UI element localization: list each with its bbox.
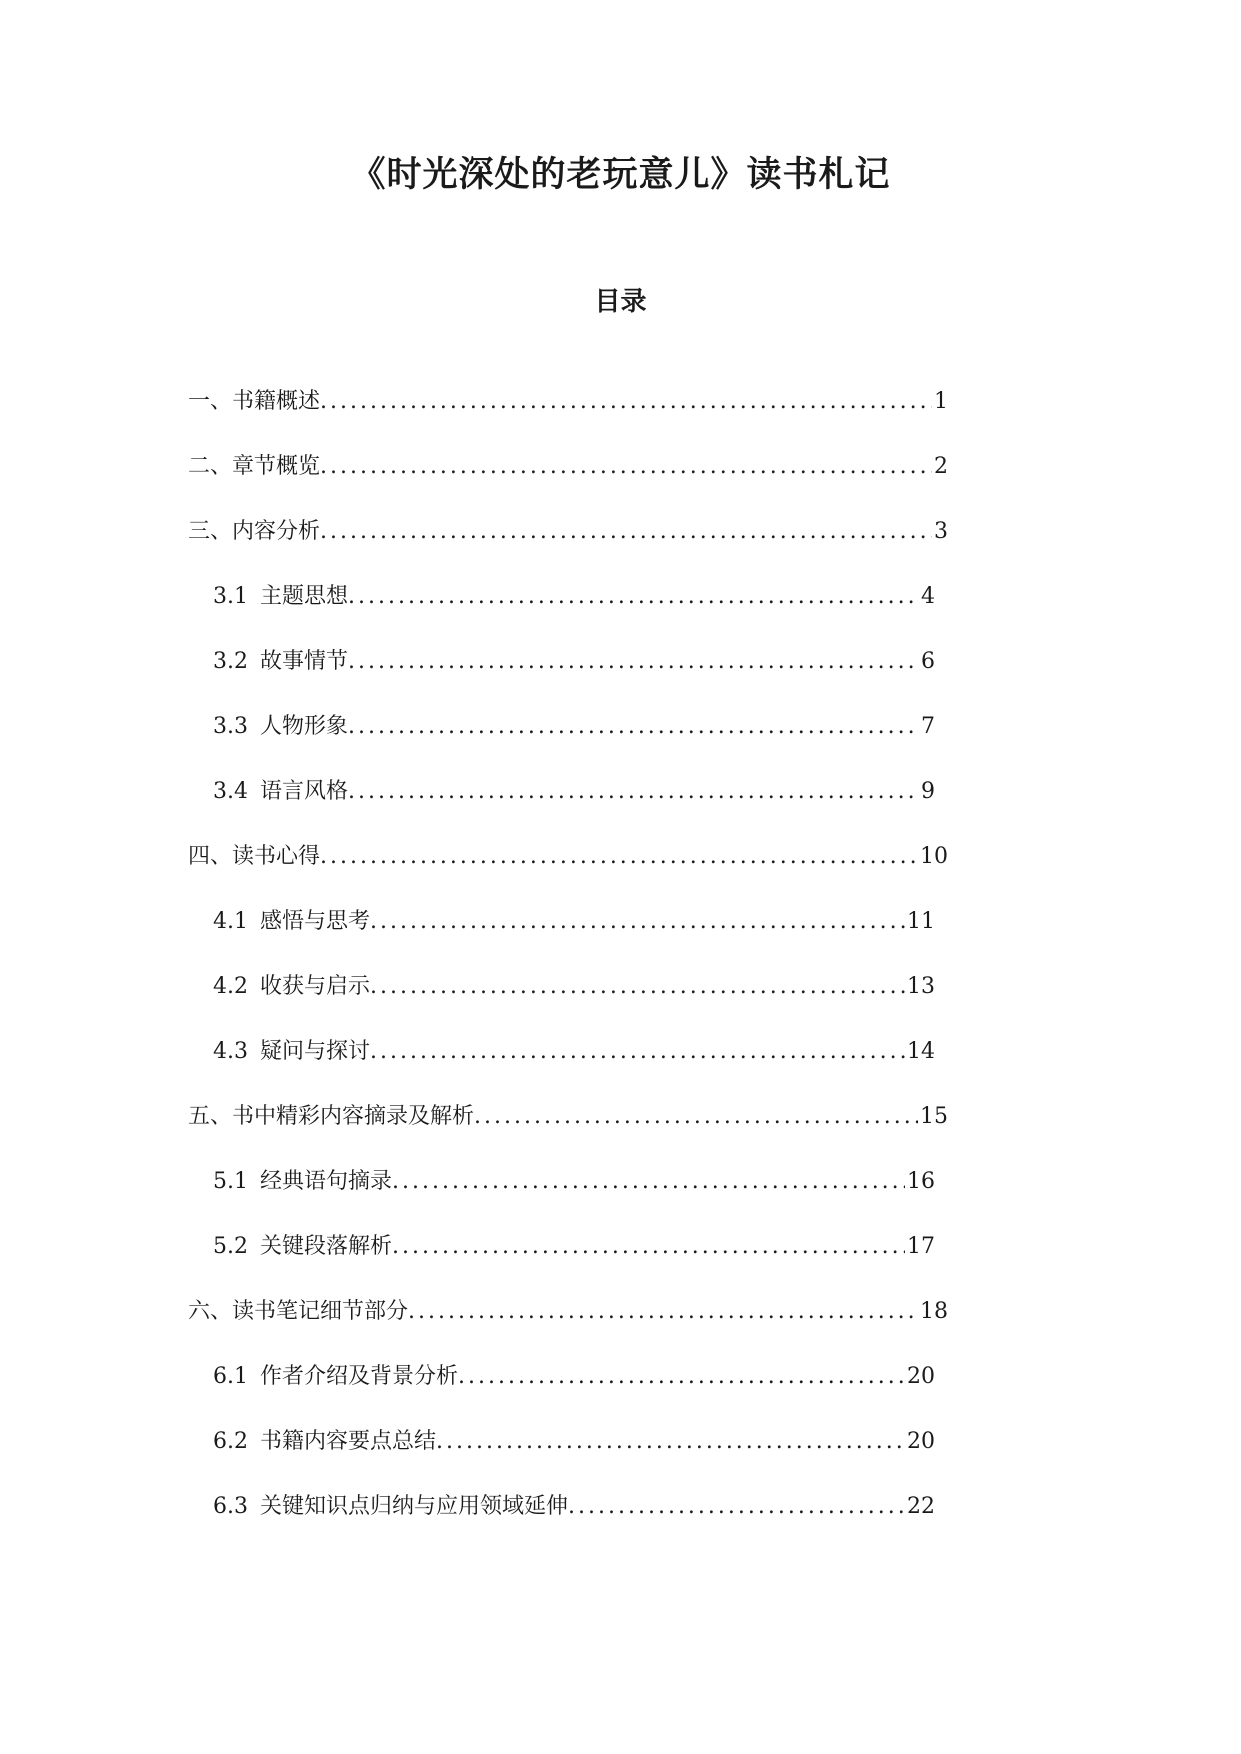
toc-entry-label: [213, 1164, 392, 1200]
toc-leader-dots: [392, 1229, 905, 1265]
toc-entry[interactable]: [188, 384, 948, 449]
toc-entry-label: [213, 1034, 370, 1070]
toc-entry[interactable]: [188, 1489, 948, 1554]
toc-entry-label: [213, 644, 348, 680]
toc-entry-title: 疑问与探讨: [260, 1039, 371, 1064]
toc-leader-dots: [348, 579, 919, 615]
toc-entry-page: 15: [920, 1104, 948, 1129]
toc-entry[interactable]: [188, 1229, 948, 1294]
document-title: 《时光深处的老玩意儿》读书札记: [350, 155, 891, 195]
toc-entry-label: [188, 384, 320, 420]
toc-entry-title: 人物形象: [260, 714, 349, 739]
toc-leader-dots: [474, 1099, 918, 1135]
toc-entry[interactable]: [188, 449, 948, 514]
toc-leader-dots: [392, 1164, 905, 1200]
toc-entry-number: 3.1: [213, 584, 248, 609]
toc-leader-dots: [320, 514, 932, 550]
toc-entry[interactable]: [188, 774, 948, 839]
toc-entry-title: 经典语句摘录: [260, 1169, 393, 1194]
toc-entry-label: [213, 774, 348, 810]
toc-entry-number: 4.3: [213, 1039, 248, 1064]
toc-entry-page: 22: [907, 1494, 935, 1519]
toc-entry[interactable]: [188, 709, 948, 774]
toc-entry-title: 书籍内容要点总结: [260, 1429, 437, 1454]
toc-entry-page: 10: [920, 844, 948, 869]
toc-entry-title: 一、书籍概述: [188, 389, 321, 414]
toc-entry-label: [213, 1359, 458, 1395]
toc-entry[interactable]: [188, 1099, 948, 1164]
toc-entry-page: 14: [907, 1039, 935, 1064]
toc-leader-dots: [320, 384, 932, 420]
toc-leader-dots: [370, 969, 905, 1005]
toc-entry-title: 五、书中精彩内容摘录及解析: [188, 1104, 475, 1129]
toc-entry-page: 20: [907, 1429, 935, 1454]
toc-entry-label: [213, 969, 370, 1005]
toc-entry-label: [213, 1424, 436, 1460]
toc-entry-label: [213, 904, 370, 940]
toc-entry-page: 18: [920, 1299, 948, 1324]
toc-entry-label: [188, 1099, 474, 1135]
toc-entry[interactable]: [188, 1034, 948, 1099]
toc-entry-page: 11: [907, 909, 935, 934]
toc-leader-dots: [320, 839, 918, 875]
toc-entry-number: 4.2: [213, 974, 248, 999]
toc-leader-dots: [320, 449, 932, 485]
toc-entry-number: 3.3: [213, 714, 248, 739]
toc-entry[interactable]: [188, 514, 948, 579]
toc-heading: 目录: [594, 287, 647, 317]
toc-entry-title: 作者介绍及背景分析: [260, 1364, 459, 1389]
toc-entry-title: 六、读书笔记细节部分: [188, 1299, 409, 1324]
toc-entry-page: 20: [907, 1364, 935, 1389]
toc-leader-dots: [370, 904, 905, 940]
toc-entry-number: 6.2: [213, 1429, 248, 1454]
toc-entry-page: 16: [907, 1169, 935, 1194]
toc-entry-label: [188, 514, 320, 550]
toc-entry-title: 收获与启示: [260, 974, 371, 999]
toc-entry-page: 3: [934, 519, 948, 544]
toc-entry[interactable]: [188, 1359, 948, 1424]
toc-entry-label: [188, 1294, 408, 1330]
toc-entry-title: 四、读书心得: [188, 844, 321, 869]
toc-entry-page: 4: [921, 584, 935, 609]
toc-entry-page: 13: [907, 974, 935, 999]
toc-entry-label: [213, 1229, 392, 1265]
table-of-contents: [188, 384, 948, 1554]
toc-leader-dots: [370, 1034, 905, 1070]
toc-entry-title: 关键段落解析: [260, 1234, 393, 1259]
toc-entry-title: 关键知识点归纳与应用领域延伸: [260, 1494, 569, 1519]
toc-entry-number: 3.2: [213, 649, 248, 674]
toc-entry-page: 1: [934, 389, 948, 414]
toc-entry-page: 9: [921, 779, 935, 804]
toc-entry-title: 二、章节概览: [188, 454, 321, 479]
toc-entry-number: 5.2: [213, 1234, 248, 1259]
toc-entry-number: 3.4: [213, 779, 248, 804]
toc-entry-number: 4.1: [213, 909, 248, 934]
toc-entry-title: 主题思想: [260, 584, 349, 609]
toc-entry-title: 语言风格: [260, 779, 349, 804]
toc-leader-dots: [348, 644, 919, 680]
toc-leader-dots: [408, 1294, 918, 1330]
toc-entry-page: 7: [921, 714, 935, 739]
toc-entry-label: [213, 579, 348, 615]
toc-entry[interactable]: [188, 839, 948, 904]
toc-entry-title: 三、内容分析: [188, 519, 321, 544]
toc-entry-number: 6.1: [213, 1364, 248, 1389]
toc-leader-dots: [458, 1359, 905, 1395]
toc-entry[interactable]: [188, 1164, 948, 1229]
toc-leader-dots: [436, 1424, 905, 1460]
toc-leader-dots: [348, 709, 919, 745]
toc-entry[interactable]: [188, 904, 948, 969]
toc-entry[interactable]: [188, 579, 948, 644]
toc-entry-title: 感悟与思考: [260, 909, 371, 934]
toc-entry-label: [213, 1489, 568, 1525]
toc-entry-title: 故事情节: [260, 649, 349, 674]
toc-entry[interactable]: [188, 1294, 948, 1359]
toc-entry-page: 2: [934, 454, 948, 479]
toc-entry-label: [213, 709, 348, 745]
toc-leader-dots: [348, 774, 919, 810]
toc-entry[interactable]: [188, 644, 948, 709]
toc-entry-page: 17: [907, 1234, 935, 1259]
toc-entry-number: 5.1: [213, 1169, 248, 1194]
toc-entry-number: 6.3: [213, 1494, 248, 1519]
toc-entry-page: 6: [921, 649, 935, 674]
toc-leader-dots: [568, 1489, 905, 1525]
toc-entry[interactable]: [188, 969, 948, 1034]
toc-entry[interactable]: [188, 1424, 948, 1489]
toc-entry-label: [188, 449, 320, 485]
toc-entry-label: [188, 839, 320, 875]
